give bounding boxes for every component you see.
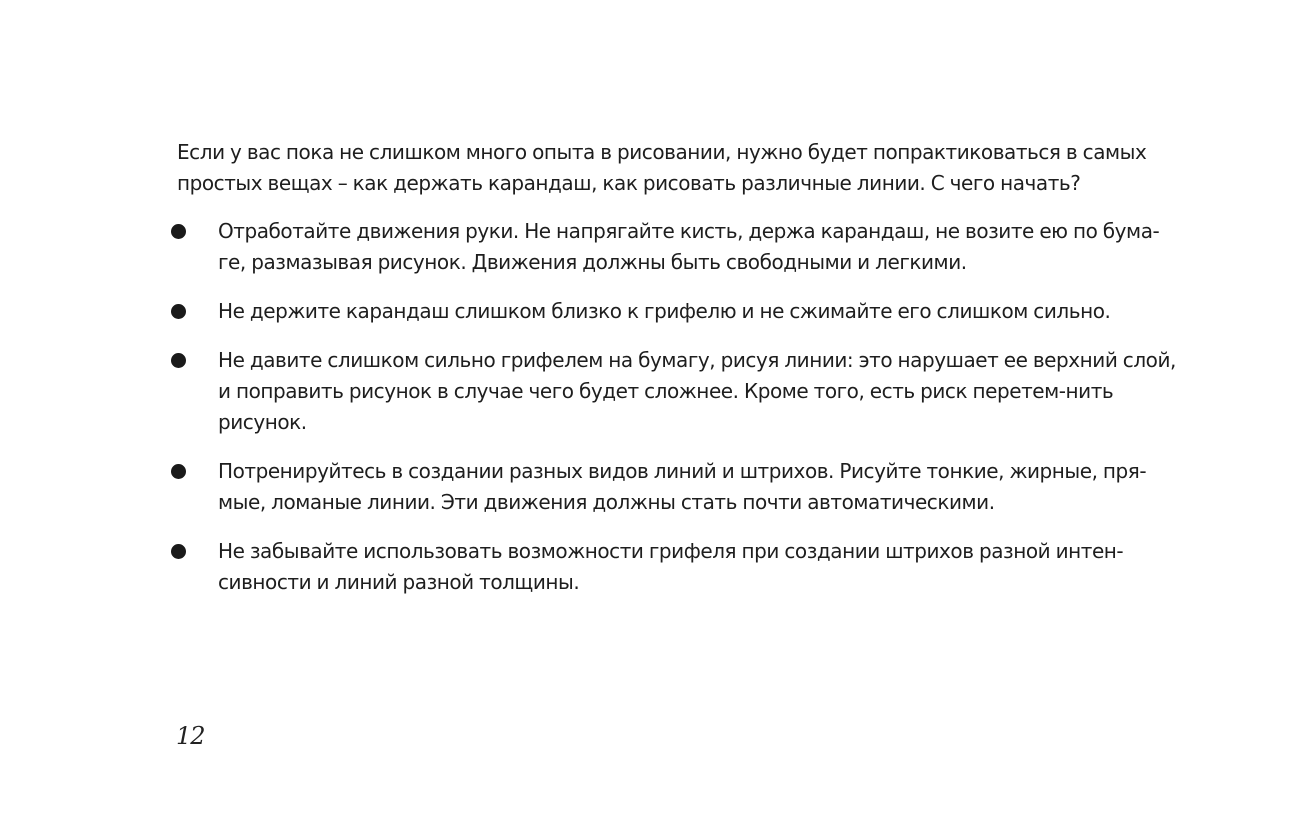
- bullet-icon: [171, 224, 186, 239]
- list-item-text: Потренируйтесь в создании разных видов линий и штрихов. Рисуйте тонкие, жирные, пря-мые, ломаные линии. Эти движения должны стать почти автоматическими.: [218, 459, 1147, 514]
- list-item: [177, 216, 1177, 278]
- list-item: [177, 345, 1177, 438]
- tips-list: [177, 216, 1177, 598]
- bullet-icon: [171, 544, 186, 559]
- list-item: [177, 536, 1177, 598]
- list-item-text: Отработайте движения руки. Не напрягайте кисть, держа карандаш, не возите ею по бума-ге, размазывая рисунок. Движения должны быть свободными и легкими.: [218, 219, 1160, 274]
- bullet-icon: [171, 353, 186, 368]
- bullet-icon: [171, 304, 186, 319]
- intro-paragraph: Если у вас пока не слишком много опыта в рисовании, нужно будет попрактиковаться в самых простых вещах – как держать карандаш, как рисовать различные линии. С чего начать?: [177, 140, 1147, 195]
- page-number: 12: [176, 722, 205, 750]
- bullet-icon: [171, 464, 186, 479]
- list-item: [177, 296, 1177, 327]
- page-body: [177, 137, 1177, 598]
- list-item-text: Не забывайте использовать возможности грифеля при создании штрихов разной интен-сивности и линий разной толщины.: [218, 539, 1124, 594]
- list-item-text: Не держите карандаш слишком близко к грифелю и не сжимайте его слишком сильно.: [218, 299, 1111, 323]
- list-item: [177, 456, 1177, 518]
- list-item-text: Не давите слишком сильно грифелем на бумагу, рисуя линии: это нарушает ее верхний слой, и поправить рисунок в случае чего будет сложнее. Кроме того, есть риск перетем-нить рисунок.: [218, 348, 1176, 434]
